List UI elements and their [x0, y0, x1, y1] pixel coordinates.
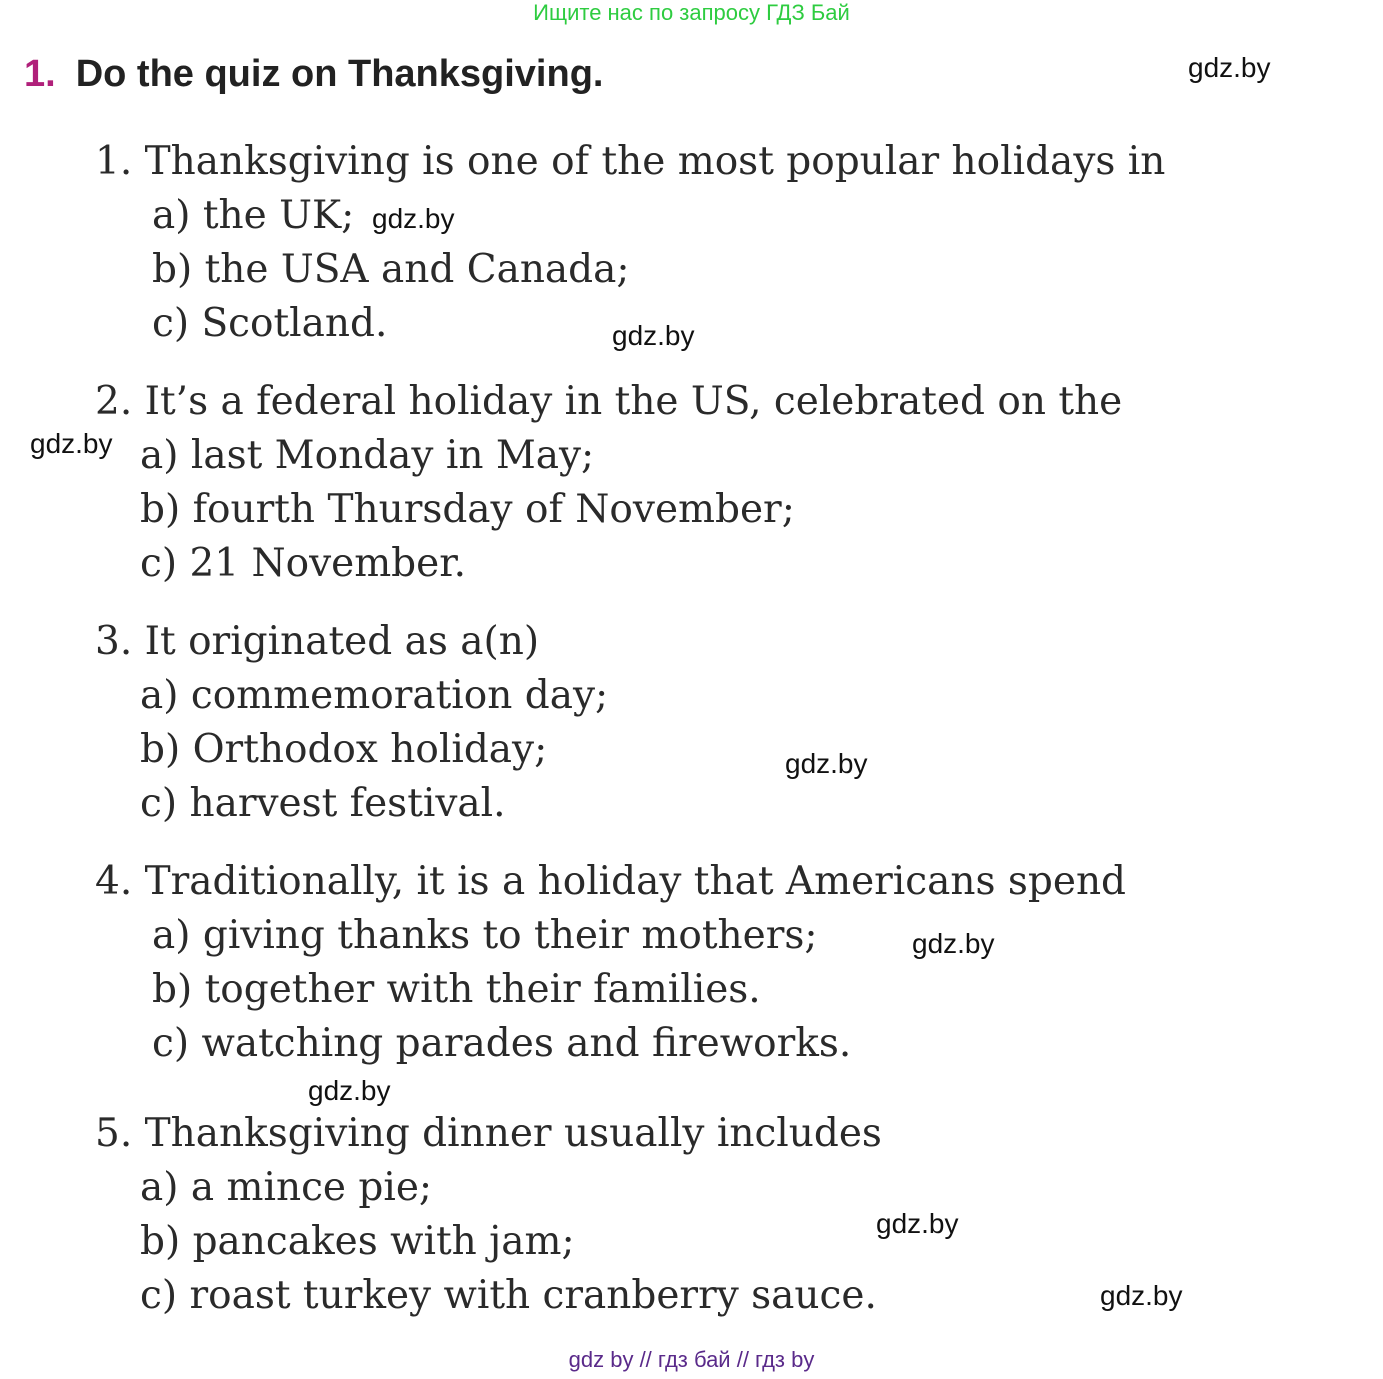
question-3-option-b: b) Orthodox holiday; [140, 727, 548, 772]
question-4-option-c: c) watching parades and fireworks. [152, 1021, 852, 1066]
question-5-text: 5. Thanksgiving dinner usually includes [95, 1111, 882, 1156]
task-heading [24, 50, 603, 98]
question-3-text: 3. It originated as a(n) [95, 619, 540, 664]
watermark: gdz.by [612, 320, 695, 351]
watermark: gdz.by [785, 748, 868, 779]
watermark: gdz.by [308, 1075, 391, 1106]
top-banner: Ищите нас по запросу ГДЗ Бай [533, 0, 850, 25]
question-2-option-a: a) last Monday in May; [140, 433, 595, 478]
watermark: gdz.by [1188, 52, 1271, 83]
question-4-option-b: b) together with their families. [152, 967, 761, 1012]
question-2-text: 2. It’s a federal holiday in the US, celebrated on the [95, 379, 1123, 424]
question-2-option-b: b) fourth Thursday of November; [140, 487, 795, 532]
question-4-text: 4. Traditionally, it is a holiday that Americans spend [95, 859, 1127, 904]
task-title: Do the quiz on Thanksgiving. [75, 53, 604, 95]
question-1-option-b: b) the USA and Canada; [152, 247, 630, 292]
question-1-option-a: a) the UK; [152, 193, 355, 238]
task-number: 1. [24, 53, 56, 95]
question-1-text: 1. Thanksgiving is one of the most popular holidays in [95, 139, 1166, 184]
watermark: gdz.by [912, 928, 995, 959]
question-3-option-c: c) harvest festival. [140, 781, 506, 826]
watermark: gdz.by [1100, 1280, 1183, 1311]
watermark: gdz.by [876, 1208, 959, 1239]
question-2-option-c: c) 21 November. [140, 541, 466, 586]
question-1-option-c: c) Scotland. [152, 301, 388, 346]
footer-links: gdz by // гдз бай // гдз by [568, 1347, 815, 1372]
question-5-option-a: a) a mince pie; [140, 1165, 433, 1210]
question-4-option-a: a) giving thanks to their mothers; [152, 913, 818, 958]
question-5-option-c: c) roast turkey with cranberry sauce. [140, 1273, 877, 1318]
watermark: gdz.by [372, 203, 455, 234]
question-3-option-a: a) commemoration day; [140, 673, 609, 718]
question-5-option-b: b) pancakes with jam; [140, 1219, 575, 1264]
watermark: gdz.by [30, 428, 113, 459]
